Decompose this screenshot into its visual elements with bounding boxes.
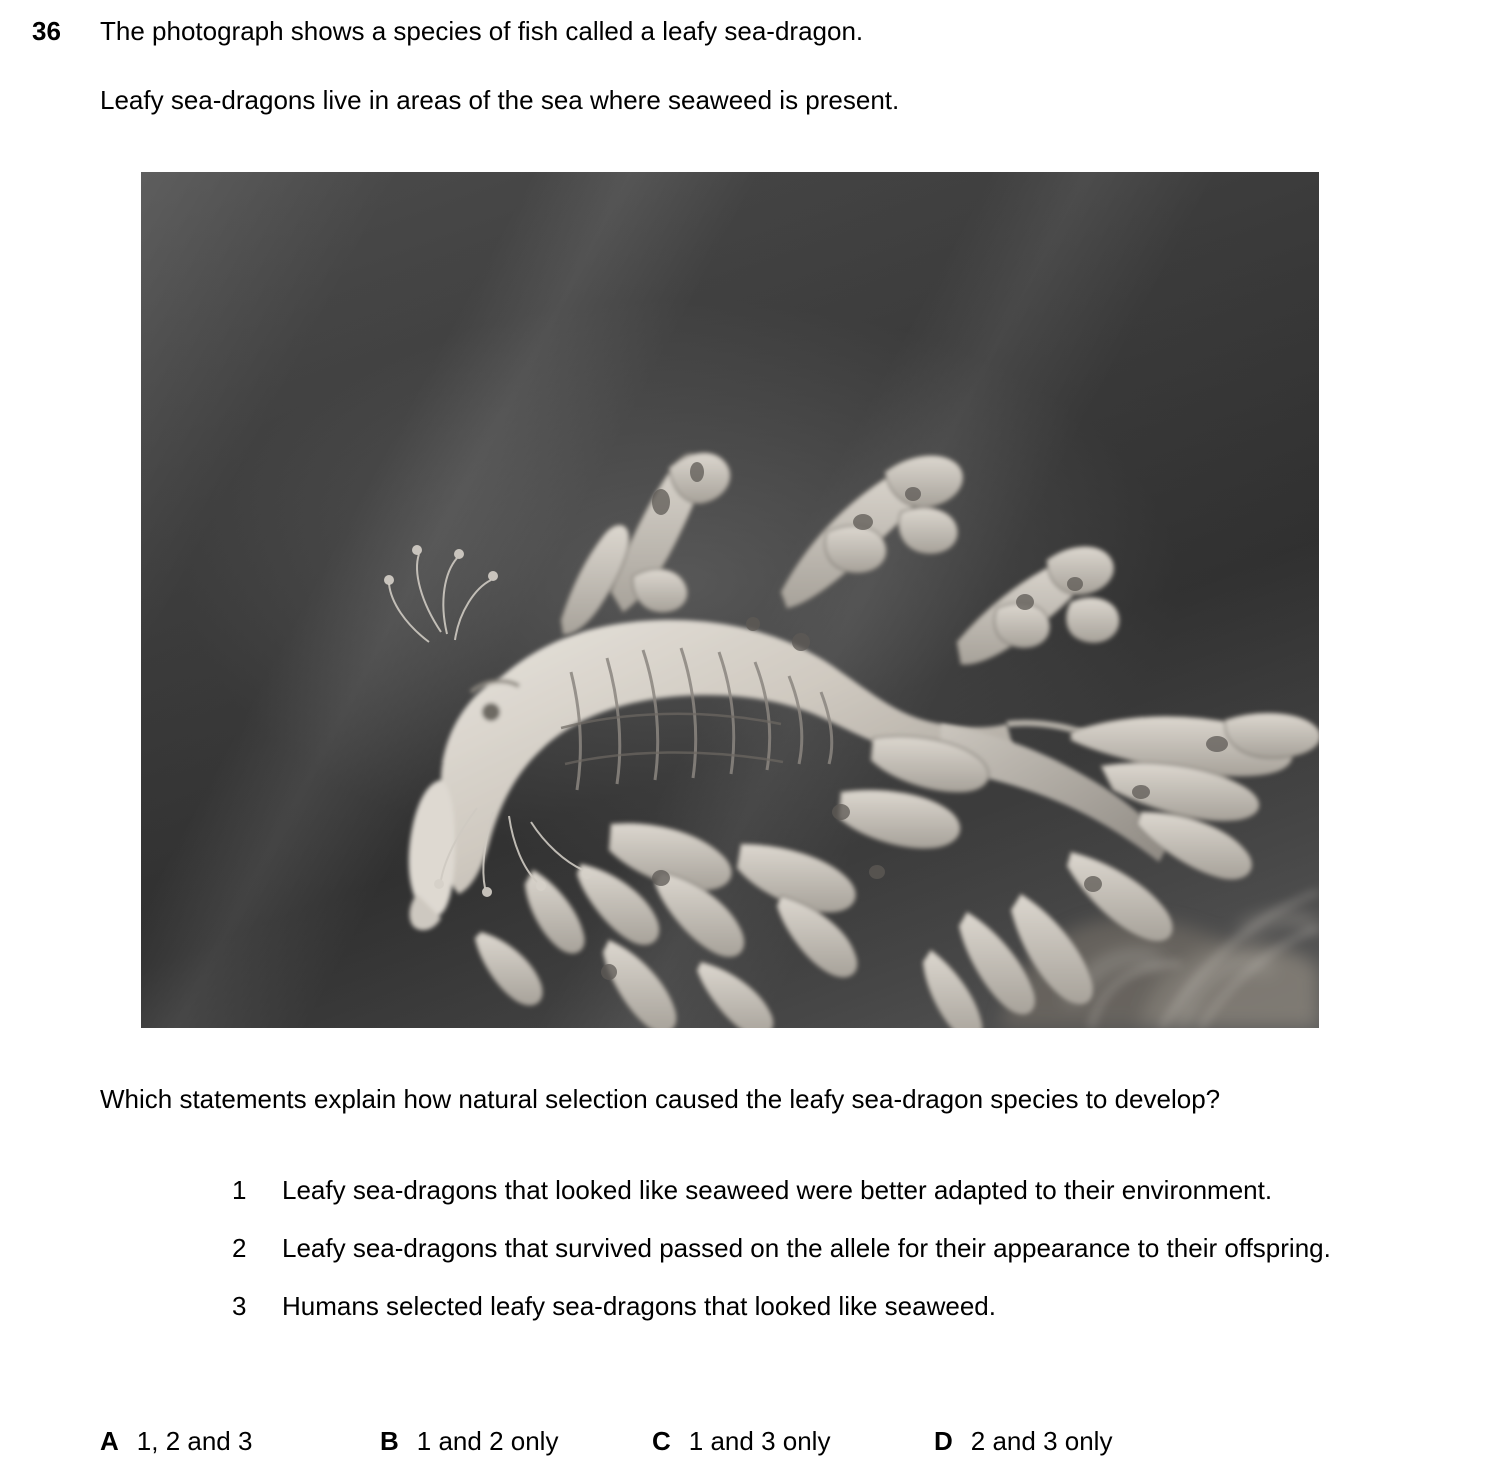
statement-number: 2	[232, 1233, 247, 1263]
statement-text: Leafy sea-dragons that survived passed on the allele for their appearance to their offspring.	[282, 1233, 1331, 1263]
statement-text: Humans selected leafy sea-dragons that looked like seaweed.	[282, 1291, 996, 1321]
answer-option-d[interactable]	[934, 1424, 1194, 1458]
question-header	[32, 14, 1462, 48]
statement-number: 1	[232, 1175, 247, 1205]
leafy-sea-dragon-photograph	[141, 172, 1319, 1028]
option-text-c: 1 and 3 only	[688, 1426, 831, 1456]
statement-text: Leafy sea-dragons that looked like seaweed were better adapted to their environment.	[282, 1175, 1273, 1205]
option-letter-d: D	[934, 1426, 953, 1456]
answer-option-c[interactable]	[652, 1424, 934, 1458]
statement-item	[232, 1230, 1452, 1266]
option-letter-a: A	[100, 1426, 119, 1456]
option-letter-b: B	[380, 1426, 399, 1456]
question-number: 36	[32, 16, 61, 46]
answer-option-a[interactable]	[100, 1424, 380, 1458]
question-stem: The photograph shows a species of fish called a leafy sea-dragon.	[100, 16, 864, 46]
option-text-b: 1 and 2 only	[416, 1426, 559, 1456]
option-letter-c: C	[652, 1426, 671, 1456]
option-text-d: 2 and 3 only	[970, 1426, 1113, 1456]
lead-in-question: Which statements explain how natural selection caused the leafy sea-dragon species to develop?	[100, 1084, 1221, 1114]
question-context: Leafy sea-dragons live in areas of the sea where seaweed is present.	[100, 85, 900, 115]
statement-number: 3	[232, 1291, 247, 1321]
photograph-image	[141, 172, 1319, 1028]
statement-item	[232, 1288, 1452, 1324]
answer-option-b[interactable]	[380, 1424, 652, 1458]
statement-item	[232, 1172, 1452, 1208]
statements-list	[232, 1172, 1452, 1346]
option-text-a: 1, 2 and 3	[136, 1426, 253, 1456]
answer-options	[100, 1424, 1460, 1458]
